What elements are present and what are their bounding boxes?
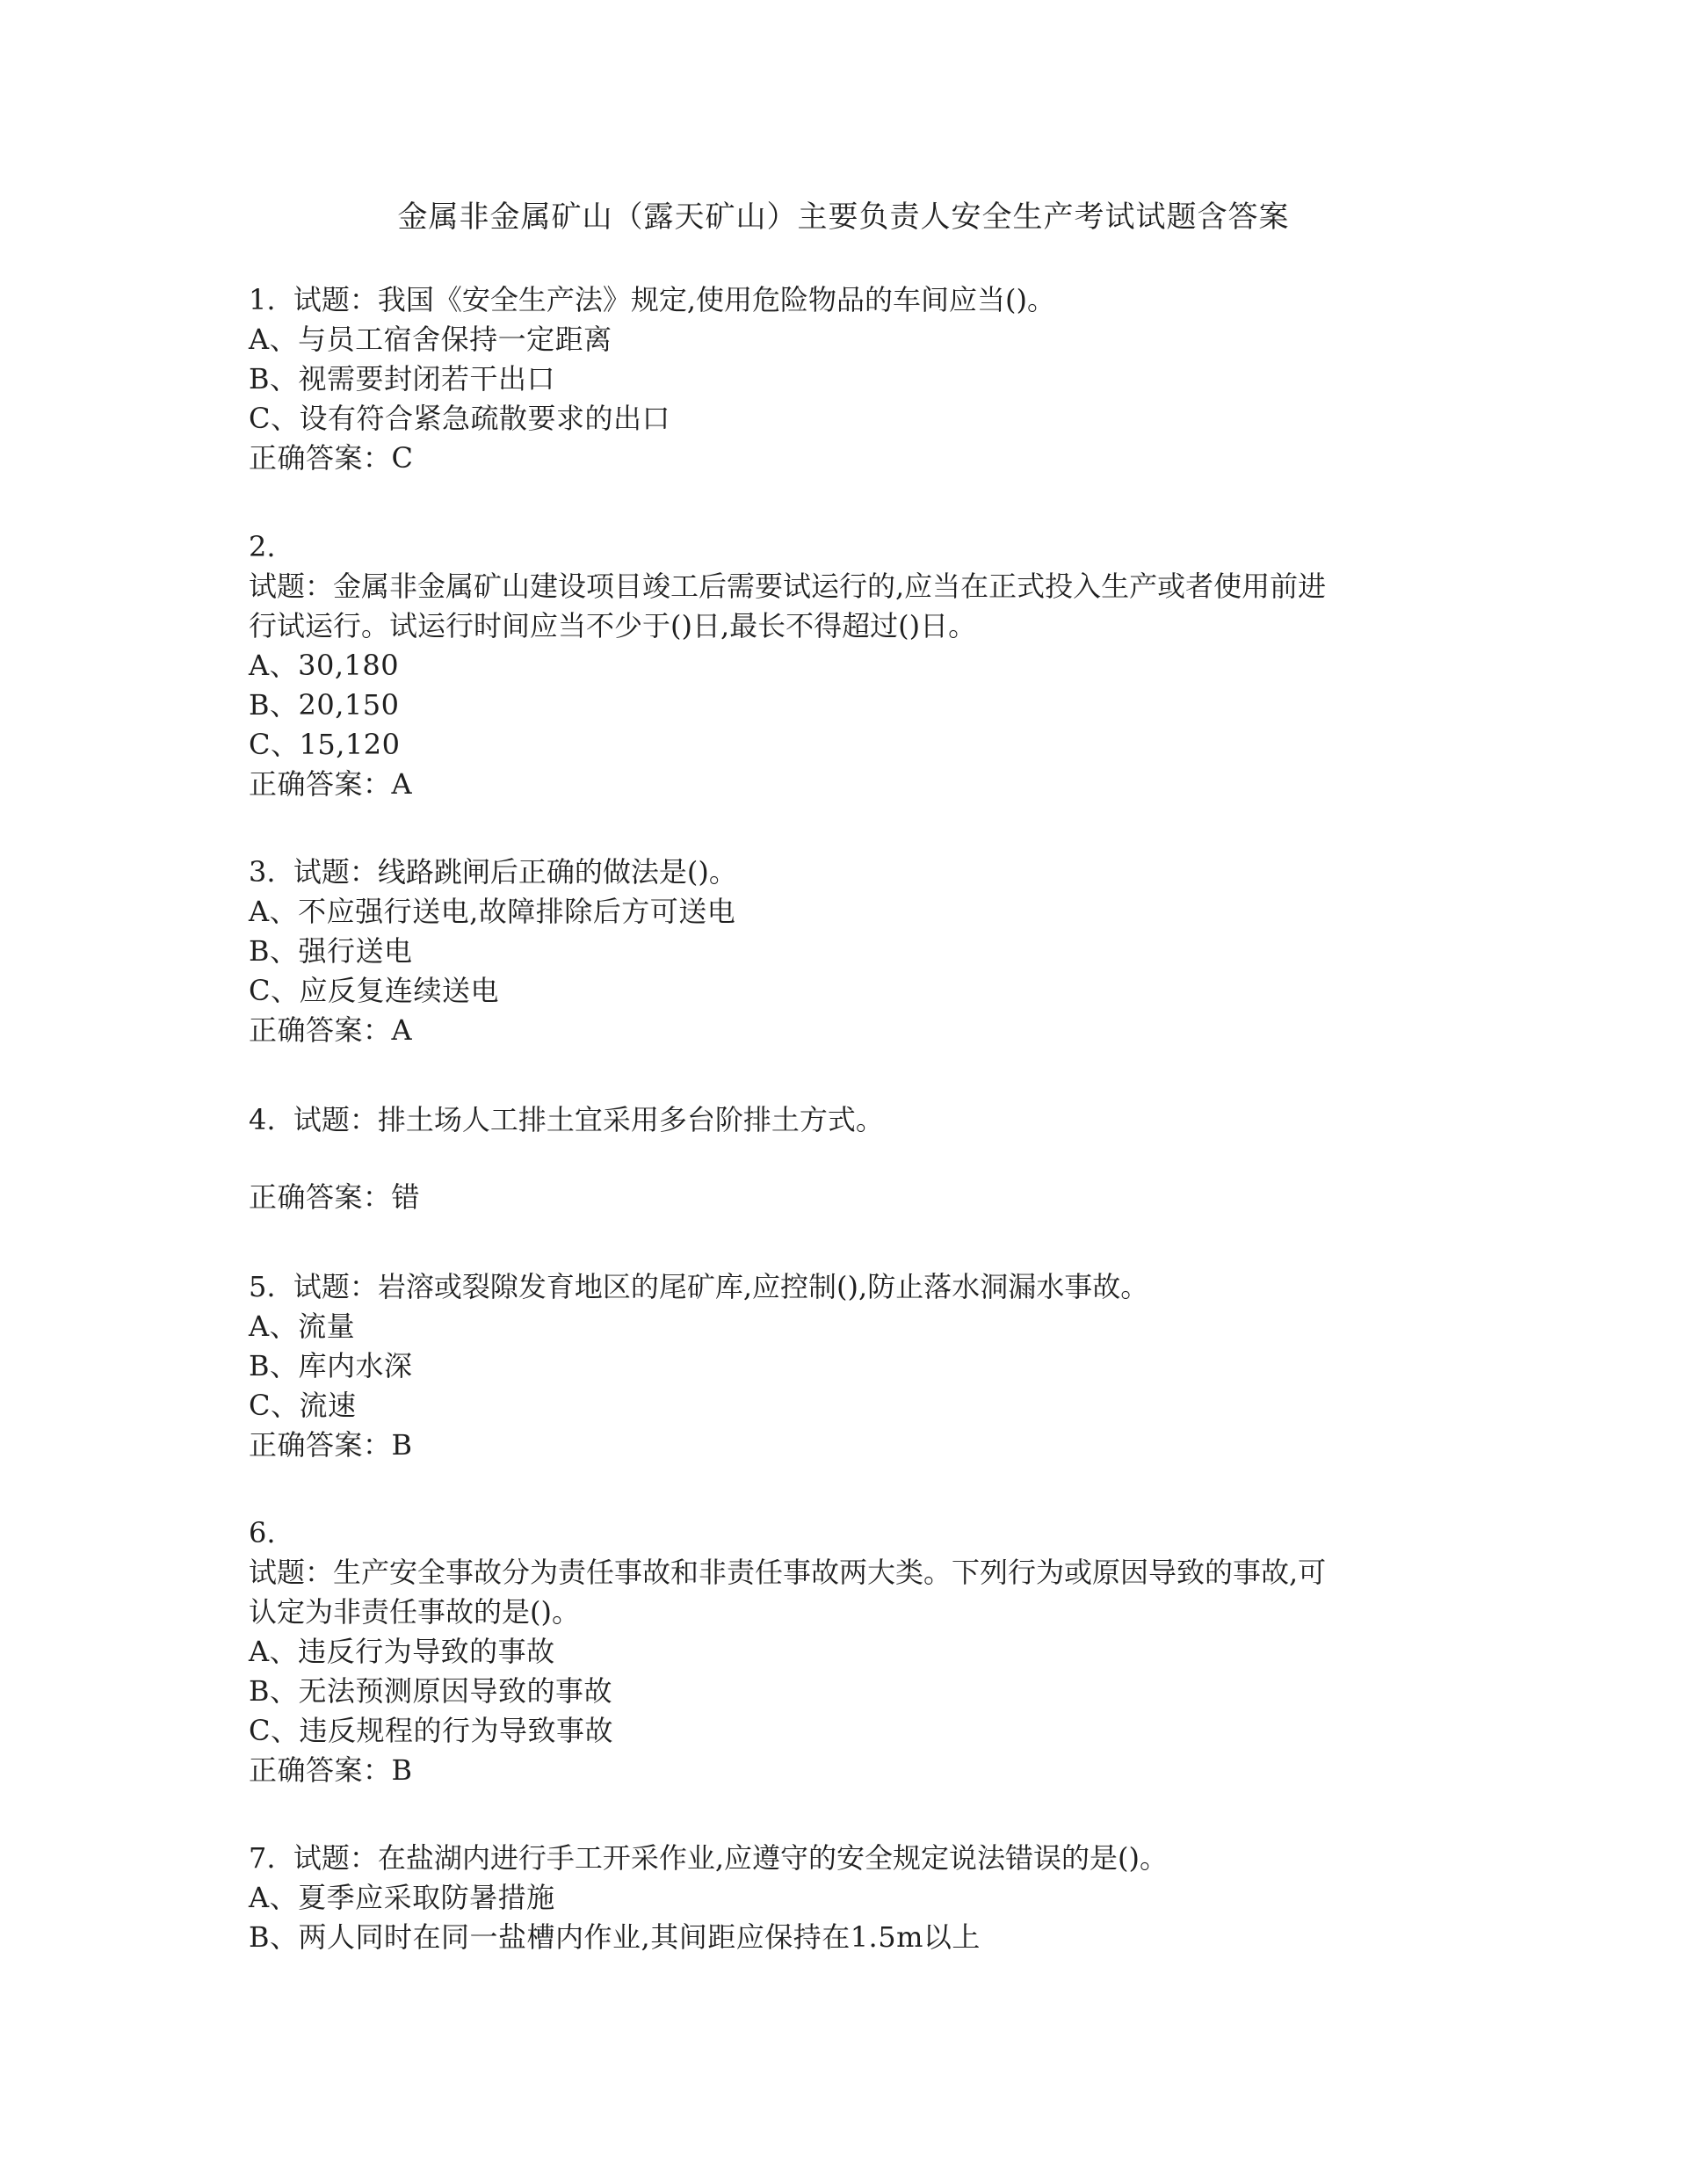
question-text: 试题：岩溶或裂隙发育地区的尾矿库,应控制(),防止落水洞漏水事故。 [293, 1270, 1149, 1303]
option-b: B、20,150 [249, 688, 400, 722]
correct-answer: 正确答案：A [249, 1013, 413, 1047]
correct-answer: 正确答案：C [249, 441, 414, 475]
document-title: 金属非金属矿山（露天矿山）主要负责人安全生产考试试题含答案 [397, 200, 1290, 235]
option-c: C、违反规程的行为导致事故 [249, 1714, 613, 1747]
option-b: B、视需要封闭若干出口 [249, 362, 556, 395]
correct-answer: 正确答案：A [249, 767, 413, 801]
question-text: 试题：线路跳闸后正确的做法是()。 [293, 855, 737, 889]
question-text: 试题：我国《安全生产法》规定,使用危险物品的车间应当()。 [293, 283, 1056, 316]
correct-answer: 正确答案：错 [249, 1180, 421, 1214]
question-text: 试题：排土场人工排土宜采用多台阶排土方式。 [293, 1103, 884, 1136]
option-c: C、15,120 [249, 728, 401, 761]
question-number: 4. [249, 1103, 276, 1136]
option-a: A、流量 [249, 1310, 356, 1343]
question-text-line-2: 认定为非责任事故的是()。 [249, 1595, 580, 1629]
question-text-line-1: 试题：生产安全事故分为责任事故和非责任事故两大类。下列行为或原因导致的事故,可 [249, 1556, 1327, 1589]
correct-answer: 正确答案：B [249, 1428, 413, 1462]
option-a: A、违反行为导致的事故 [249, 1635, 555, 1668]
question-number: 3. [249, 855, 276, 889]
option-b: B、无法预测原因导致的事故 [249, 1674, 613, 1708]
question-text: 试题：在盐湖内进行手工开采作业,应遵守的安全规定说法错误的是()。 [293, 1841, 1169, 1875]
option-c: C、流速 [249, 1389, 357, 1422]
question-number: 1. [249, 283, 276, 316]
option-a: A、30,180 [249, 649, 400, 682]
question-number: 7. [249, 1841, 276, 1875]
question-number: 5. [249, 1270, 276, 1303]
option-c: C、应反复连续送电 [249, 974, 499, 1007]
question-text-line-2: 行试运行。试运行时间应当不少于()日,最长不得超过()日。 [249, 609, 977, 642]
correct-answer: 正确答案：B [249, 1753, 413, 1787]
option-b: B、库内水深 [249, 1349, 413, 1382]
option-b: B、两人同时在同一盐槽内作业,其间距应保持在1.5m以上 [249, 1920, 981, 1954]
option-a: A、与员工宿舍保持一定距离 [249, 323, 612, 356]
question-text-line-1: 试题：金属非金属矿山建设项目竣工后需要试运行的,应当在正式投入生产或者使用前进 [249, 570, 1327, 603]
option-a: A、不应强行送电,故障排除后方可送电 [249, 895, 736, 928]
question-number: 2. [249, 530, 276, 563]
option-c: C、设有符合紧急疏散要求的出口 [249, 402, 670, 435]
question-number: 6. [249, 1516, 276, 1549]
option-a: A、夏季应采取防暑措施 [249, 1881, 555, 1914]
option-b: B、强行送电 [249, 934, 413, 968]
